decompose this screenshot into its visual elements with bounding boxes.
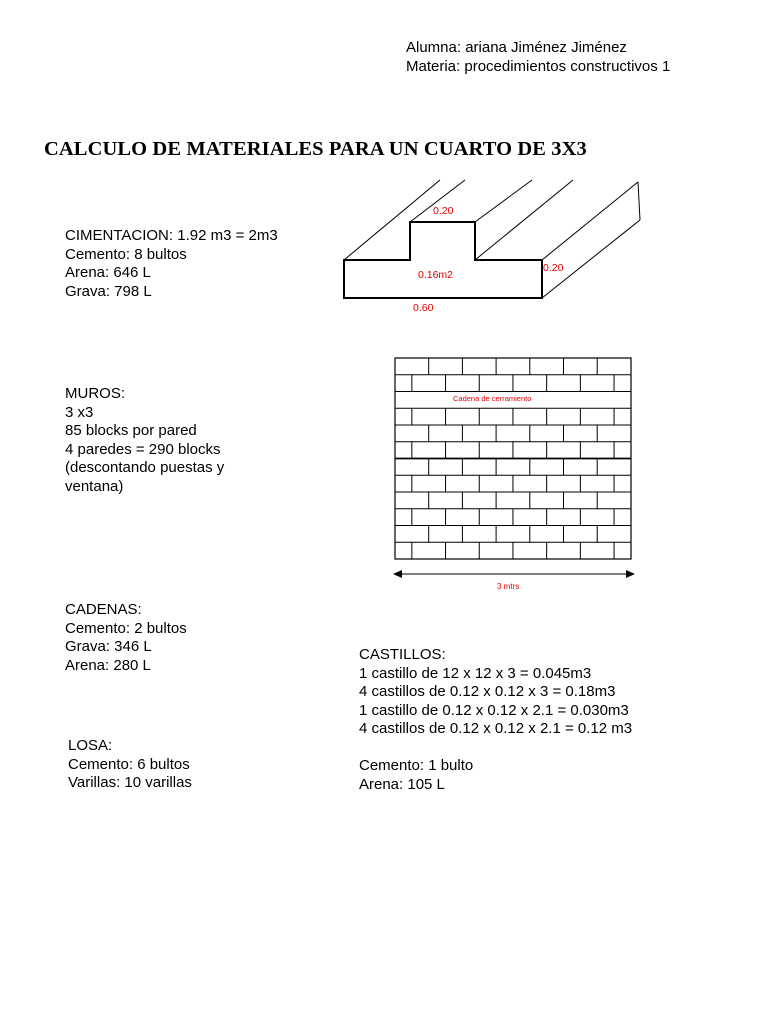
foundation-section [344, 222, 542, 298]
cimentacion-block [65, 227, 278, 301]
label-area: 0.16m2 [418, 269, 454, 281]
muros-line: 3 x3 [65, 403, 94, 421]
depth-line [475, 180, 532, 222]
muros-line: 85 blocks por pared [65, 422, 197, 439]
losa-line: Cemento: 6 bultos [68, 755, 190, 773]
chain-label: Cadena de cerramiento [453, 394, 532, 403]
cadenas-line: Grava: 346 L [65, 638, 152, 655]
castillos-line: 4 castillos de 0.12 x 0.12 x 2.1 = 0.12 m3 [359, 720, 633, 737]
block-wall-diagram [385, 350, 645, 595]
castillos-line: Cemento: 1 bulto [359, 757, 474, 774]
cadenas-line: Cemento: 2 bultos [65, 619, 187, 637]
label-top-width: 0.20 [433, 205, 454, 217]
cimentacion-line: Grava: 798 L [65, 282, 152, 300]
foundation-diagram [330, 170, 660, 330]
label-bottom-width: 0.60 [413, 302, 434, 314]
depth-line [542, 220, 640, 298]
cimentacion-line: Arena: 646 L [65, 264, 151, 281]
castillos-block [359, 646, 632, 794]
losa-block [68, 737, 192, 793]
muros-line: MUROS: [65, 385, 125, 402]
castillos-line: CASTILLOS: [359, 646, 446, 663]
castillos-line: 4 castillos de 0.12 x 0.12 x 3 = 0.18m3 [359, 683, 616, 700]
muros-block [65, 385, 224, 496]
cadenas-line: CADENAS: [65, 601, 142, 618]
page-title: CALCULO DE MATERIALES PARA UN CUARTO DE 3X3 [44, 138, 587, 160]
dimension-label: 3 mtrs [497, 582, 520, 591]
depth-line [638, 182, 640, 220]
depth-line [344, 180, 440, 260]
muros-line: 4 paredes = 290 blocks [65, 440, 221, 458]
subject-name: Materia: procedimientos constructivos 1 [406, 58, 671, 75]
cadenas-block [65, 601, 187, 675]
depth-line [475, 180, 573, 260]
label-side-height: 0.20 [543, 262, 564, 274]
castillos-line: Arena: 105 L [359, 775, 445, 793]
losa-line: Varillas: 10 varillas [68, 774, 192, 791]
muros-line: (descontando puestas y [65, 459, 225, 476]
castillos-line: 1 castillo de 0.12 x 0.12 x 2.1 = 0.030m3 [359, 701, 629, 719]
student-name: Alumna: ariana Jiménez Jiménez [406, 39, 627, 56]
castillos-spacer [359, 739, 632, 758]
losa-line: LOSA: [68, 737, 113, 754]
arrow-right-icon [626, 570, 635, 578]
cimentacion-line: Cemento: 8 bultos [65, 245, 187, 263]
cimentacion-line: CIMENTACION: 1.92 m3 = 2m3 [65, 227, 278, 244]
castillos-line: 1 castillo de 12 x 12 x 3 = 0.045m3 [359, 664, 592, 682]
arrow-left-icon [393, 570, 402, 578]
muros-line: ventana) [65, 477, 124, 495]
cadenas-line: Arena: 280 L [65, 656, 151, 674]
